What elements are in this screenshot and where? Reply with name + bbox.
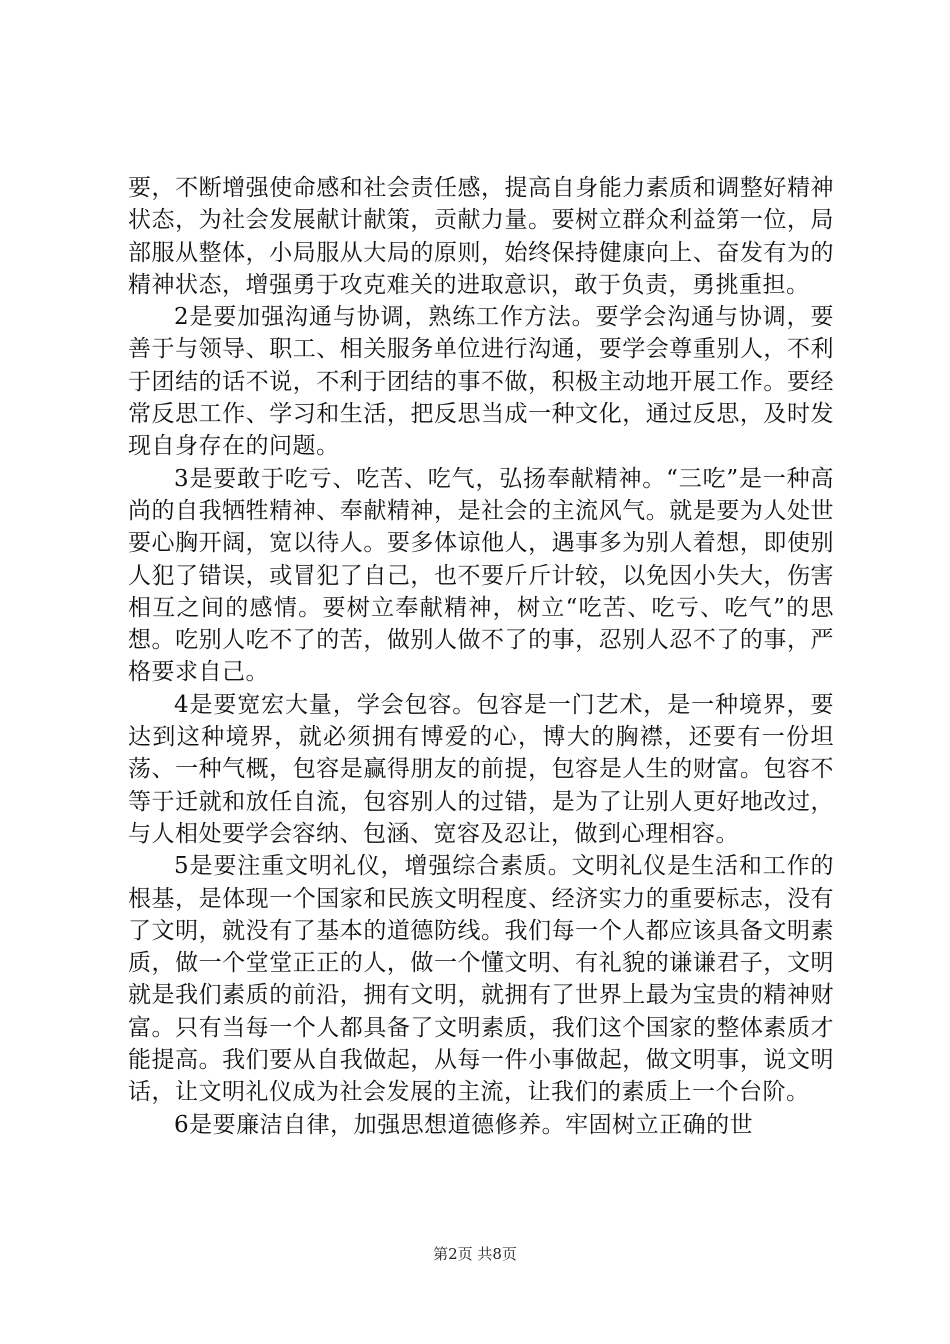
page-footer: 第2页 共8页	[433, 1245, 517, 1263]
document-body	[128, 172, 834, 1141]
paragraph-3: 3是要敢于吃亏、吃苦、吃气，弘扬奉献精神。“三吃”是一种高尚的自我牺牲精神、奉献精神，是社会的主流风气。就是要为人处世要心胸开阔，宽以待人。要多体谅他人，遇事多为别人着想，即使别人犯了错误，或冒犯了自己，也不要斤斤计较，以免因小失大，伤害相互之间的感情。要树立奉献精神，树立“吃苦、吃亏、吃气”的思想。吃别人吃不了的苦，做别人做不了的事，忍别人忍不了的事，严格要求自己。	[128, 465, 834, 686]
paragraph-5: 5是要注重文明礼仪，增强综合素质。文明礼仪是生活和工作的根基，是体现一个国家和民族文明程度、经济实力的重要标志，没有了文明，就没有了基本的道德防线。我们每一个人都应该具备文明素质，做一个堂堂正正的人，做一个懂文明、有礼貌的谦谦君子，文明就是我们素质的前沿，拥有文明，就拥有了世界上最为宝贵的精神财富。只有当每一个人都具备了文明素质，我们这个国家的整体素质才能提高。我们要从自我做起，从每一件小事做起，做文明事，说文明话，让文明礼仪成为社会发展的主流，让我们的素质上一个台阶。	[128, 853, 834, 1106]
paragraph-1: 要，不断增强使命感和社会责任感，提高自身能力素质和调整好精神状态，为社会发展献计献策，贡献力量。要树立群众利益第一位，局部服从整体，小局服从大局的原则，始终保持健康向上、奋发有为的精神状态，增强勇于攻克难关的进取意识，敢于负责，勇挑重担。	[128, 175, 834, 298]
paragraph-2: 2是要加强沟通与协调，熟练工作方法。要学会沟通与协调，要善于与领导、职工、相关服务单位进行沟通，要学会尊重别人，不利于团结的话不说，不利于团结的事不做，积极主动地开展工作。要经常反思工作、学习和生活，把反思当成一种文化，通过反思，及时发现自身存在的问题。	[128, 304, 834, 460]
paragraph-6: 6是要廉洁自律，加强思想道德修养。牢固树立正确的世	[174, 1111, 754, 1138]
paragraph-4: 4是要宽宏大量，学会包容。包容是一门艺术，是一种境界，要达到这种境界，就必须拥有博爱的心，博大的胸襟，还要有一份坦荡、一种气概，包容是赢得朋友的前提，包容是人生的财富。包容不等于迁就和放任自流，包容别人的过错，是为了让别人更好地改过，与人相处要学会容纳、包涵、宽容及忍让，做到心理相容。	[128, 691, 834, 847]
